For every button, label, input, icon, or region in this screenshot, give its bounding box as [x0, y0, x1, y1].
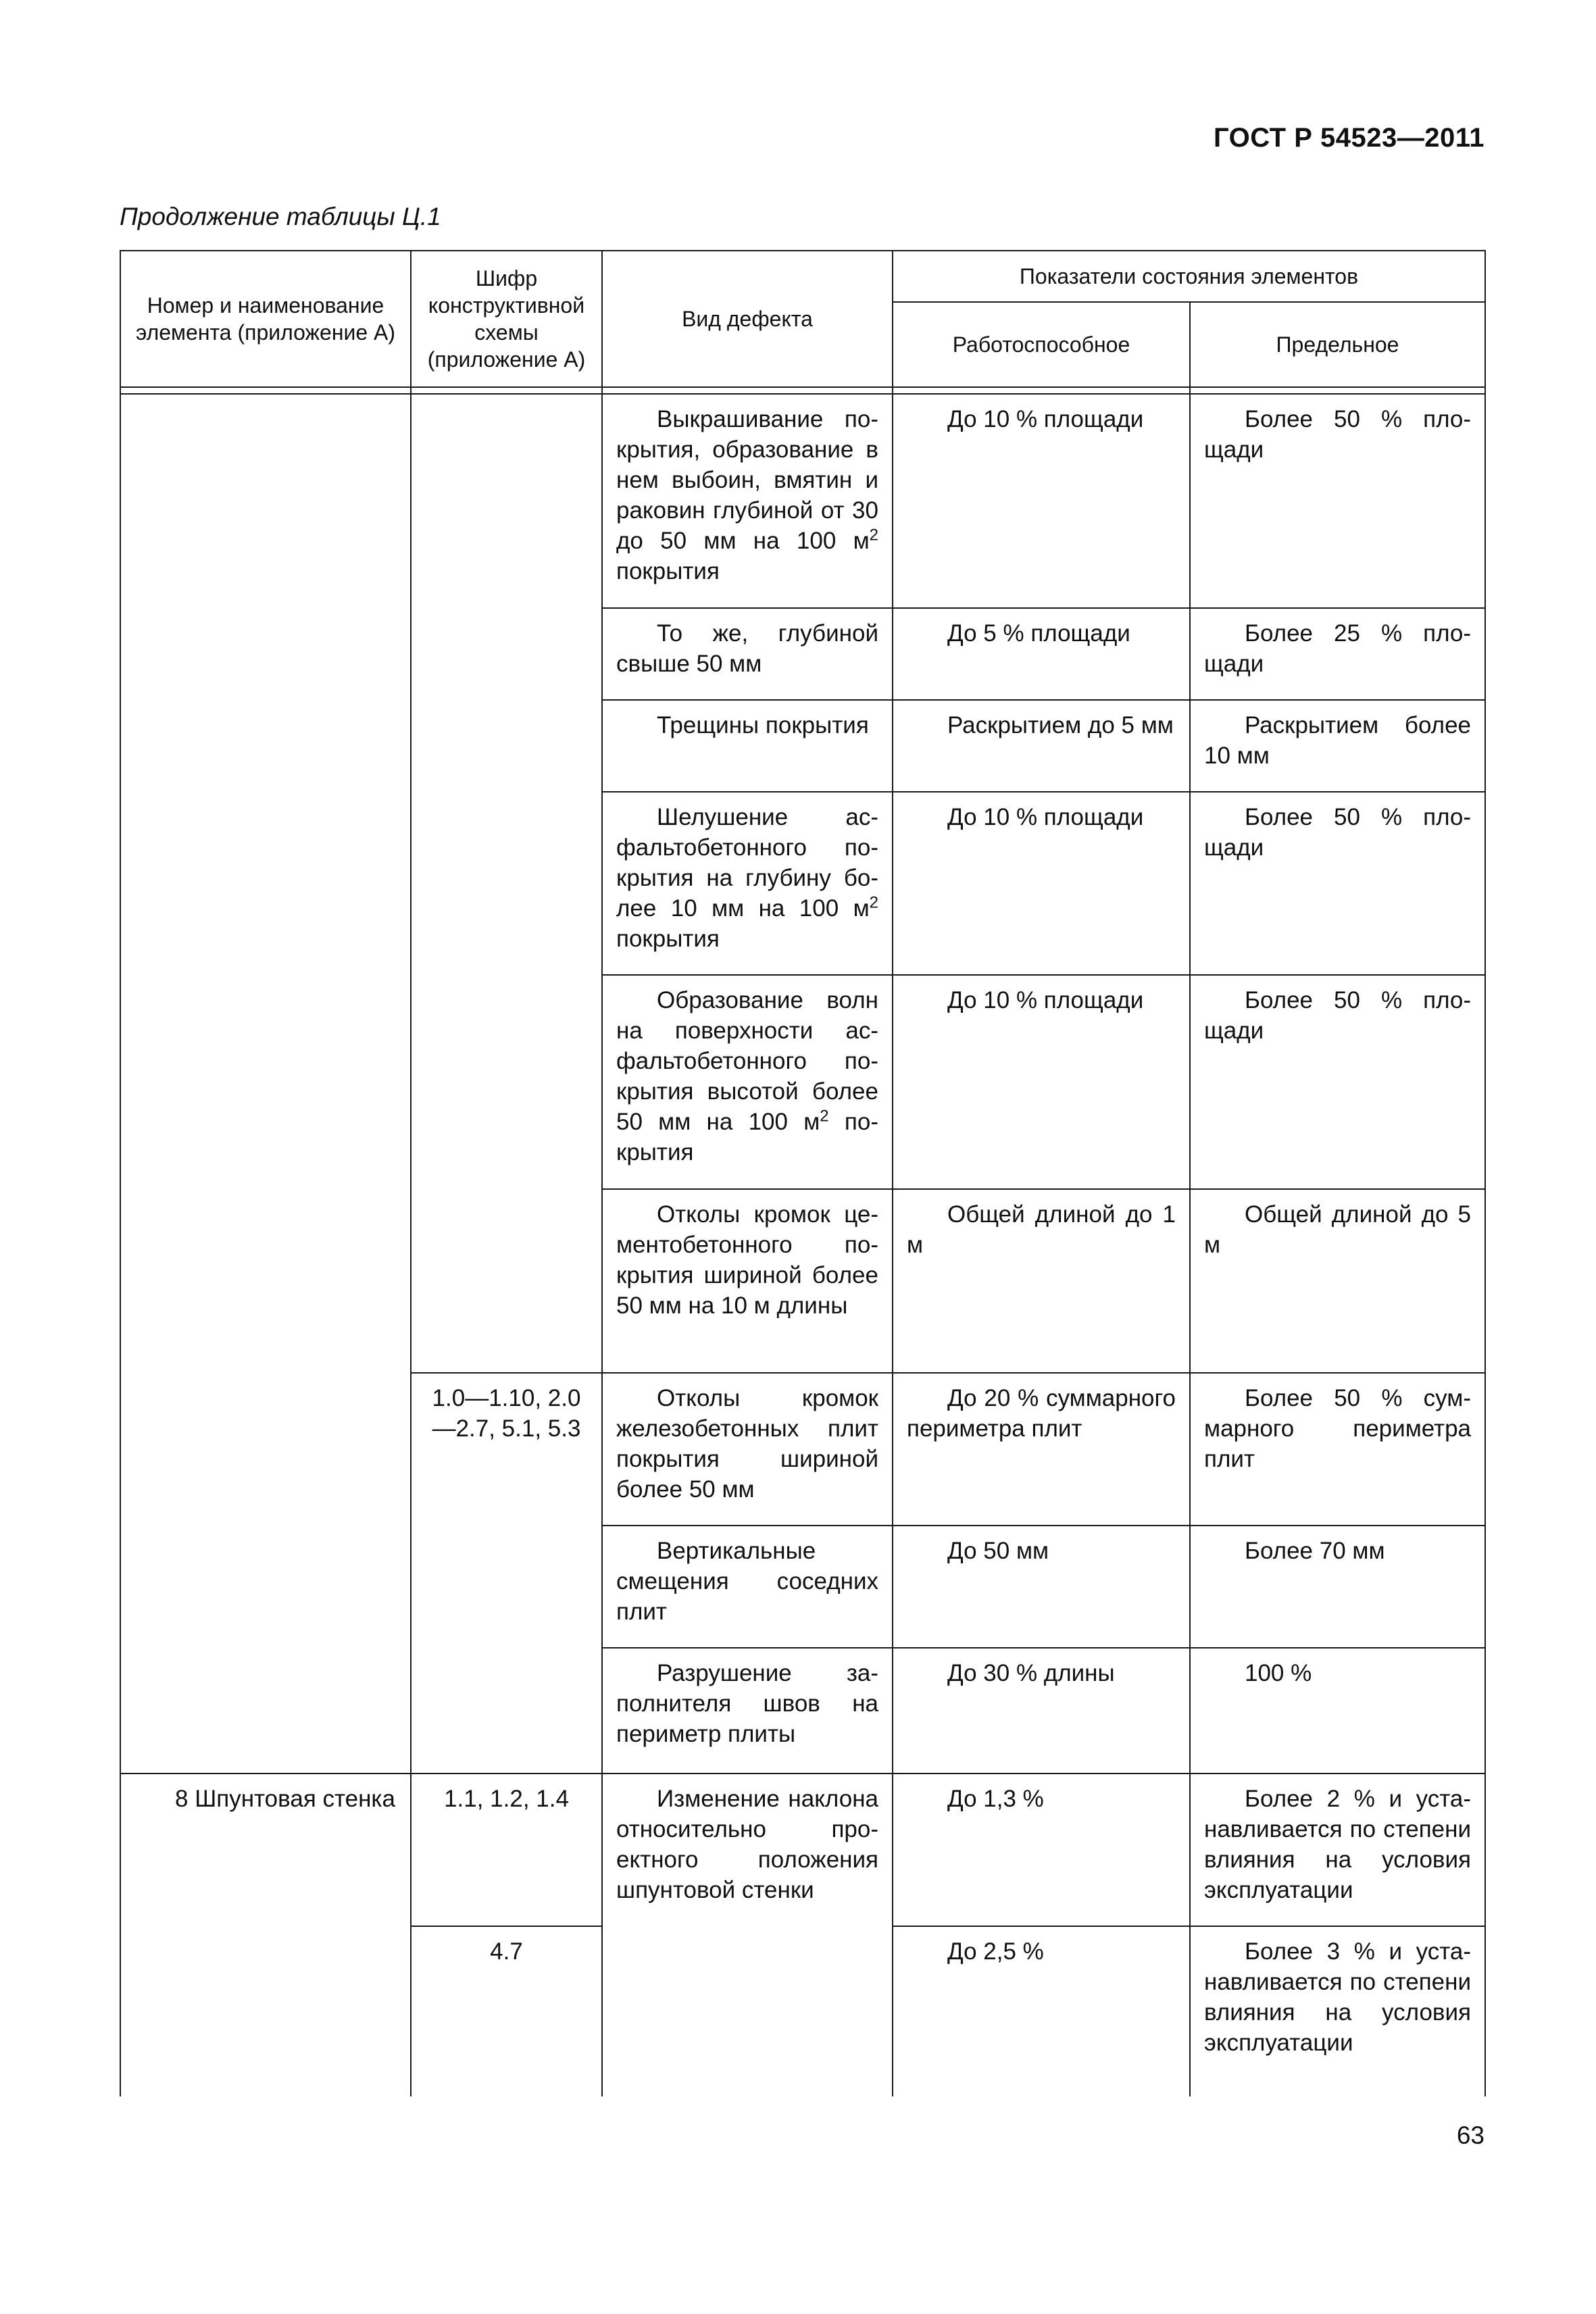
header-defect: Вид дефекта: [602, 251, 893, 387]
defect-cell: Образование волн на поверхности асфальтобетонного покрытия высотой более 50 мм на 100 $м^2$ покрытия: [602, 975, 893, 1189]
defect-cell: Трещины покрытия: [602, 700, 893, 792]
code-cell: [411, 394, 602, 1373]
limit-cell: Более 50 % площади: [1190, 975, 1485, 1189]
working-cell: Общей длиной до 1 м: [893, 1189, 1190, 1373]
header-working: Работоспособное: [893, 302, 1190, 387]
limit-cell: Более 3 % и устанавливается по степени влияния на условия эксплуатации: [1190, 1926, 1485, 2096]
header-row-1: [120, 251, 1485, 302]
working-cell: До 10 % площади: [893, 975, 1190, 1189]
defects-table: [120, 250, 1486, 2096]
defect-cell: Отколы кромок цементобетонного покрытия шириной более 50 мм на 10 м длины: [602, 1189, 893, 1373]
defect-cell: Изменение наклона относительно проектного положения шпунтовой стенки: [602, 1774, 893, 2096]
working-cell: До 1,3 %: [893, 1774, 1190, 1926]
table-row: [120, 1774, 1485, 1926]
element-cell: [120, 394, 411, 1774]
working-cell: До 30 % длины: [893, 1648, 1190, 1774]
header-element: Номер и наименование элемента (приложение А): [120, 251, 411, 387]
element-cell: 8 Шпунтовая стенка: [120, 1774, 411, 2096]
header-code: Шифр конструктивной схемы (приложение А): [411, 251, 602, 387]
code-cell: 4.7: [411, 1926, 602, 2096]
defect-cell: То же, глубиной свыше 50 мм: [602, 608, 893, 700]
working-cell: До 20 % суммарного периметра плит: [893, 1373, 1190, 1526]
limit-cell: Более 50 % площади: [1190, 792, 1485, 975]
defect-cell: Шелушение асфальтобетонного покрытия на глубину более 10 мм на 100 $м^2$ покрытия: [602, 792, 893, 975]
limit-cell: Более 70 мм: [1190, 1526, 1485, 1648]
limit-cell: Более 2 % и устанавливается по степени влияния на условия эксплуатации: [1190, 1774, 1485, 1926]
table-row: [120, 394, 1485, 608]
working-cell: До 5 % площади: [893, 608, 1190, 700]
limit-cell: Общей длиной до 5 м: [1190, 1189, 1485, 1373]
defect-cell: Отколы кромок железобетонных плит покрытия шириной более 50 мм: [602, 1373, 893, 1526]
header-separator: [120, 387, 1485, 394]
working-cell: До 10 % площади: [893, 792, 1190, 975]
limit-cell: Более 50 % суммарного периметра плит: [1190, 1373, 1485, 1526]
header-indicators: Показатели состояния элементов: [893, 251, 1485, 302]
code-cell: 1.1, 1.2, 1.4: [411, 1774, 602, 1926]
limit-cell: Более 50 % площади: [1190, 394, 1485, 608]
defect-cell: Выкрашивание покрытия, образование в нем выбоин, вмятин и раковин глубиной от 30 до 50 мм на 100 $м^2$ покрытия: [602, 394, 893, 608]
working-cell: Раскрытием до 5 мм: [893, 700, 1190, 792]
working-cell: До 2,5 %: [893, 1926, 1190, 2096]
working-cell: До 50 мм: [893, 1526, 1190, 1648]
page-number: 63: [1456, 2121, 1485, 2149]
document-code: ГОСТ Р 54523—2011: [1214, 123, 1485, 153]
defect-cell: Вертикальные смещения соседних плит: [602, 1526, 893, 1648]
table-caption: Продолжение таблицы Ц.1: [120, 203, 441, 230]
code-cell: 1.0—1.10, 2.0—2.7, 5.1, 5.3: [411, 1373, 602, 1774]
limit-cell: Раскрытием более 10 мм: [1190, 700, 1485, 792]
header-limit: Предельное: [1190, 302, 1485, 387]
defect-cell: Разрушение заполнителя швов на периметр плиты: [602, 1648, 893, 1774]
limit-cell: 100 %: [1190, 1648, 1485, 1774]
limit-cell: Более 25 % площади: [1190, 608, 1485, 700]
working-cell: До 10 % площади: [893, 394, 1190, 608]
